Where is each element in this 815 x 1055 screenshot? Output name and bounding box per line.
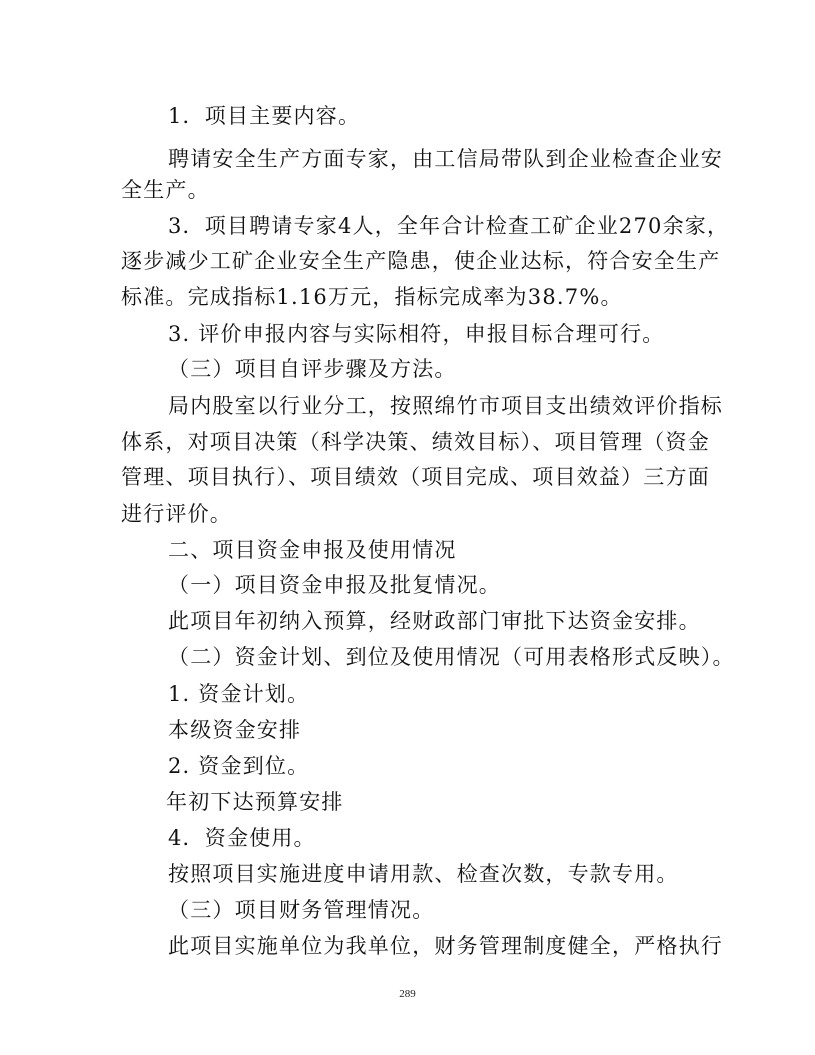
section-heading: 二、项目资金申报及使用情况 xyxy=(168,538,457,562)
text-line-3: 全生产。 xyxy=(121,178,210,202)
text-line-12: 进行评价。 xyxy=(121,502,232,526)
text-line-22: 按照项目实施进度申请用款、检查次数，专款专用。 xyxy=(168,862,679,886)
text-line-8: （三）项目自评步骤及方法。 xyxy=(168,357,457,381)
text-line-1: 1．项目主要内容。 xyxy=(168,104,361,128)
text-line-17: 1. 资金计划。 xyxy=(168,682,310,706)
text-line-24: 此项目实施单位为我单位，财务管理制度健全，严格执行 xyxy=(168,934,723,958)
text-line-23: （三）项目财务管理情况。 xyxy=(168,898,435,922)
text-line-10: 体系，对项目决策（科学决策、绩效目标）、项目管理（资金 xyxy=(121,430,710,454)
text-line-19: 2. 资金到位。 xyxy=(168,754,310,778)
text-line-20: 年初下达预算安排 xyxy=(166,790,344,814)
text-line-9: 局内股室以行业分工，按照绵竹市项目支出绩效评价指标 xyxy=(168,394,723,418)
text-line-16: （二）资金计划、到位及使用情况（可用表格形式反映）。 xyxy=(168,645,735,669)
text-line-14: （一）项目资金申报及批复情况。 xyxy=(168,573,501,597)
text-line-5: 逐步减少工矿企业安全生产隐患，使企业达标，符合安全生产 xyxy=(121,249,721,273)
text-line-6: 标准。完成指标1.16万元，指标完成率为38.7%。 xyxy=(121,285,623,309)
text-line-4: 3．项目聘请专家4人，全年合计检查工矿企业270余家， xyxy=(168,214,730,238)
text-line-11: 管理、项目执行）、项目绩效（项目完成、项目效益）三方面 xyxy=(121,465,710,489)
text-line-2: 聘请安全生产方面专家，由工信局带队到企业检查企业安 xyxy=(168,147,723,171)
text-line-18: 本级资金安排 xyxy=(168,718,302,742)
text-line-21: 4．资金使用。 xyxy=(168,826,316,850)
page-number: 289 xyxy=(399,988,416,1000)
text-line-15: 此项目年初纳入预算，经财政部门审批下达资金安排。 xyxy=(168,609,701,633)
text-line-7: 3. 评价申报内容与实际相符，申报目标合理可行。 xyxy=(168,322,665,346)
